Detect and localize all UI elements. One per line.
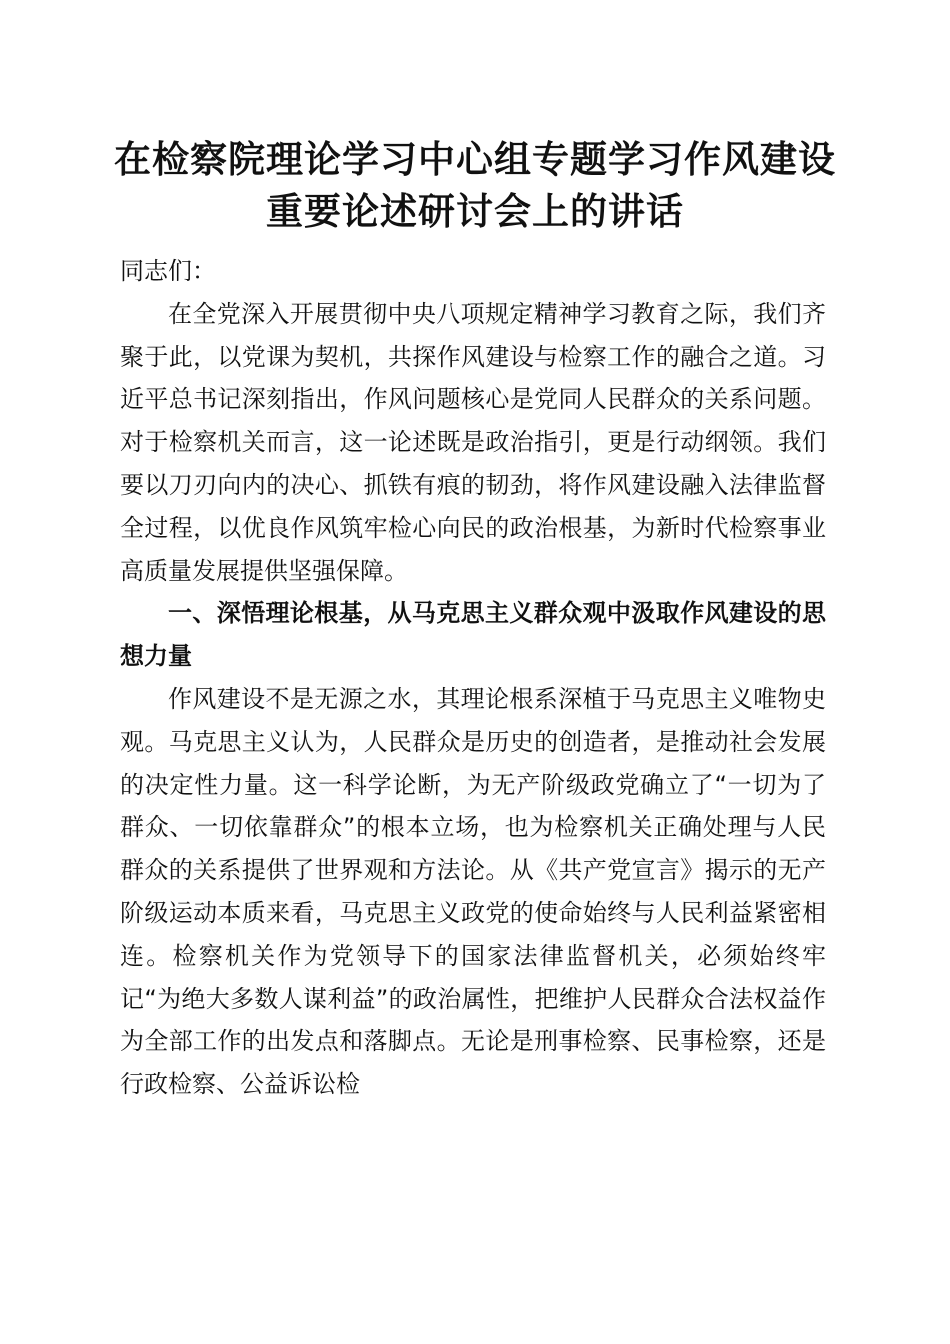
section-1-heading: 一、深悟理论根基，从马克思主义群众观中汲取作风建设的思想力量 [120,599,826,671]
document-title: 在检察院理论学习中心组专题学习作风建设重要论述研讨会上的讲话 [114,137,836,233]
document-body [120,250,826,1106]
salutation: 同志们： [120,257,216,285]
section-1-paragraph: 作风建设不是无源之水，其理论根系深植于马克思主义唯物史观。马克思主义认为，人民群众是历史的创造者，是推动社会发展的决定性力量。这一科学论断，为无产阶级政党确立了“一切为了群众、一切依靠群众”的根本立场，也为检察机关正确处理与人民群众的关系提供了世界观和方法论。从《共产党宣言》揭示的无产阶级运动本质来看，马克思主义政党的使命始终与人民利益紧密相连。检察机关作为党领导下的国家法律监督机关，必须始终牢记“为绝大多数人谋利益”的政治属性，把维护人民群众合法权益作为全部工作的出发点和落脚点。无论是刑事检察、民事检察，还是行政检察、公益诉讼检 [120,684,826,1099]
opening-paragraph: 在全党深入开展贯彻中央八项规定精神学习教育之际，我们齐聚于此，以党课为契机，共探作风建设与检察工作的融合之道。习近平总书记深刻指出，作风问题核心是党同人民群众的关系问题。对于检察机关而言，这一论述既是政治指引，更是行动纲领。我们要以刀刃向内的决心、抓铁有痕的韧劲，将作风建设融入法律监督全过程，以优良作风筑牢检心向民的政治根基，为新时代检察事业高质量发展提供坚强保障。 [120,299,826,585]
